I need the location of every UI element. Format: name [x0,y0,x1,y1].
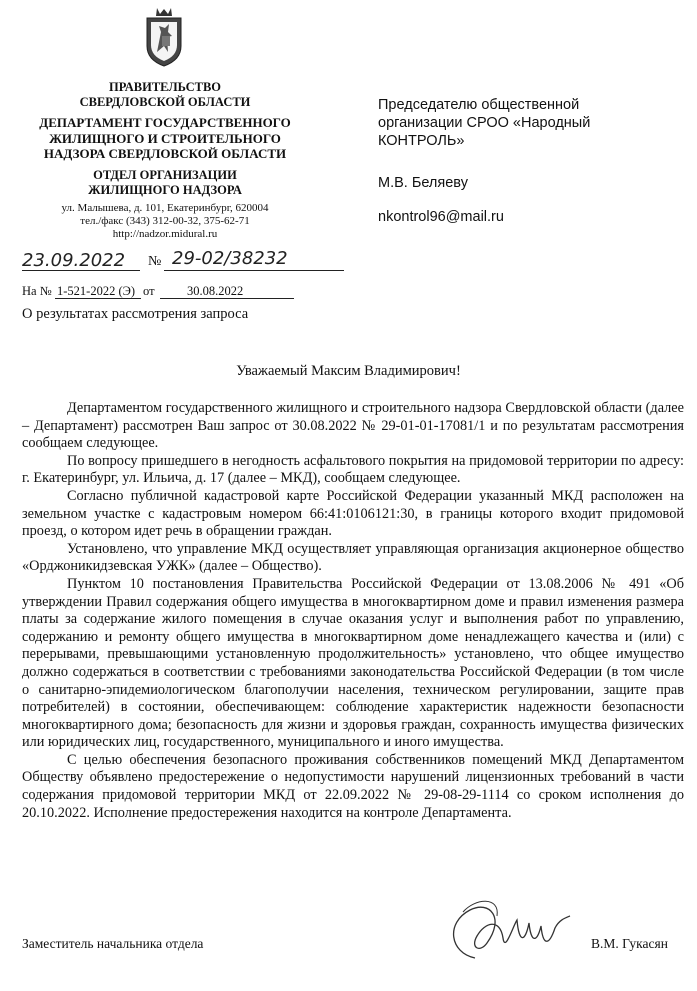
letter-body [22,400,684,822]
recipient-email[interactable]: nkontrol96@mail.ru [378,209,504,225]
department-line: НАДЗОРА СВЕРДЛОВСКОЙ ОБЛАСТИ [43,146,287,161]
department-title [10,115,320,162]
department-address [10,202,320,241]
body-paragraph: С целью обеспечения безопасного проживания собственников помещений МКД Департаментом Обществу объявлено предостережение о недопустимости нарушений лицензионных требований в части содержания придомовой территории МКД от 22.09.2022 № 29-08-29-1114 со сроком исполнения до 20.10.2022. Исполнение предостережения находится на контроле Департамента. [22,751,684,821]
recipient-line: организации СРОО «Народный [378,115,591,131]
recipient-line: Председателю общественной [378,97,580,113]
address-line: тел./факс (343) 312-00-32, 375-62-71 [80,215,250,227]
body-paragraph: Департаментом государственного жилищного и строительного надзора Свердловской области (далее – Департамент) рассмотрен Ваш запрос от 30.08.2022 № 29-01-01-17081/1 и по результатам рассмотрения сообщаем следующее. [22,400,684,452]
coat-of-arms-icon [143,6,185,68]
reference-date-label: от [143,284,155,298]
government-line: СВЕРДЛОВСКОЙ ОБЛАСТИ [79,95,251,109]
signer-role: Заместитель начальника отдела [22,936,204,951]
recipient-line: КОНТРОЛЬ» [378,133,465,149]
body-paragraph: По вопросу пришедшего в негодность асфальтового покрытия на придомовой территории по адресу: г. Екатеринбург, ул. Ильича, д. 17 (далее – МКД), сообщаем следующее. [22,452,684,487]
department-line: ЖИЛИЩНОГО И СТРОИТЕЛЬНОГО [49,130,281,146]
recipient-block [378,96,678,226]
body-paragraph: Согласно публичной кадастровой карте Российской Федерации указанный МКД расположен на земельном участке с кадастровым номером 66:41:0106121:30, в границы которого входит придомовой проезд, о котором идет речь в обращении граждан. [22,487,684,540]
website-link[interactable]: http://nadzor.midural.ru [112,228,218,240]
division-title [10,168,320,198]
reference-number: 1-521-2022 (Э) [57,284,136,298]
government-line: ПРАВИТЕЛЬСТВО [108,80,222,94]
letter-subject: О результатах рассмотрения запроса [22,306,249,322]
government-title [10,80,320,110]
greeting: Уважаемый Максим Владимирович! [236,363,461,379]
department-line: ДЕПАРТАМЕНТ ГОСУДАРСТВЕННОГО [39,115,291,130]
division-line: ОТДЕЛ ОРГАНИЗАЦИИ [93,168,237,182]
address-line: ул. Малышева, д. 101, Екатеринбург, 620004 [61,202,269,214]
registration-number: 29-02/38232 [172,248,288,269]
recipient-name: М.В. Беляеву [378,175,468,191]
reference-date: 30.08.2022 [187,284,244,298]
registration-number-label: № [148,254,162,269]
handwritten-signature-icon [445,898,575,968]
signer-name: В.М. Гукасян [591,936,668,951]
registration-date: 23.09.2022 [22,250,126,271]
division-line: ЖИЛИЩНОГО НАДЗОРА [88,183,242,197]
body-paragraph: Установлено, что управление МКД осуществляет управляющая организация акционерное общество «Орджоникидзевская УЖК» (далее – Общество). [22,540,684,575]
reference-label: На № [22,284,52,298]
body-paragraph: Пунктом 10 постановления Правительства Российской Федерации от 13.08.2006 № 491 «Об утверждении Правил содержания общего имущества в многоквартирном доме и правил изменения размера платы за содержание жилого помещения в случае оказания услуг и выполнения работ по управлению, содержанию и ремонту общего имущества в многоквартирном доме ненадлежащего качества и (или) с перерывами, превышающими установленную продолжительность» установлено, что общее имущество должно содержаться в соответствии с требованиями законодательства Российской Федерации (в том числе о санитарно-эпидемиологическом благополучии населения, техническом регулировании, защите прав потребителей) в состоянии, обеспечивающем: соблюдение характеристик надежности безопасности многоквартирного дома; безопасность для жизни и здоровья граждан, сохранность имущества физических или юридических лиц, государственного, муниципального и иного имущества. [22,575,684,751]
